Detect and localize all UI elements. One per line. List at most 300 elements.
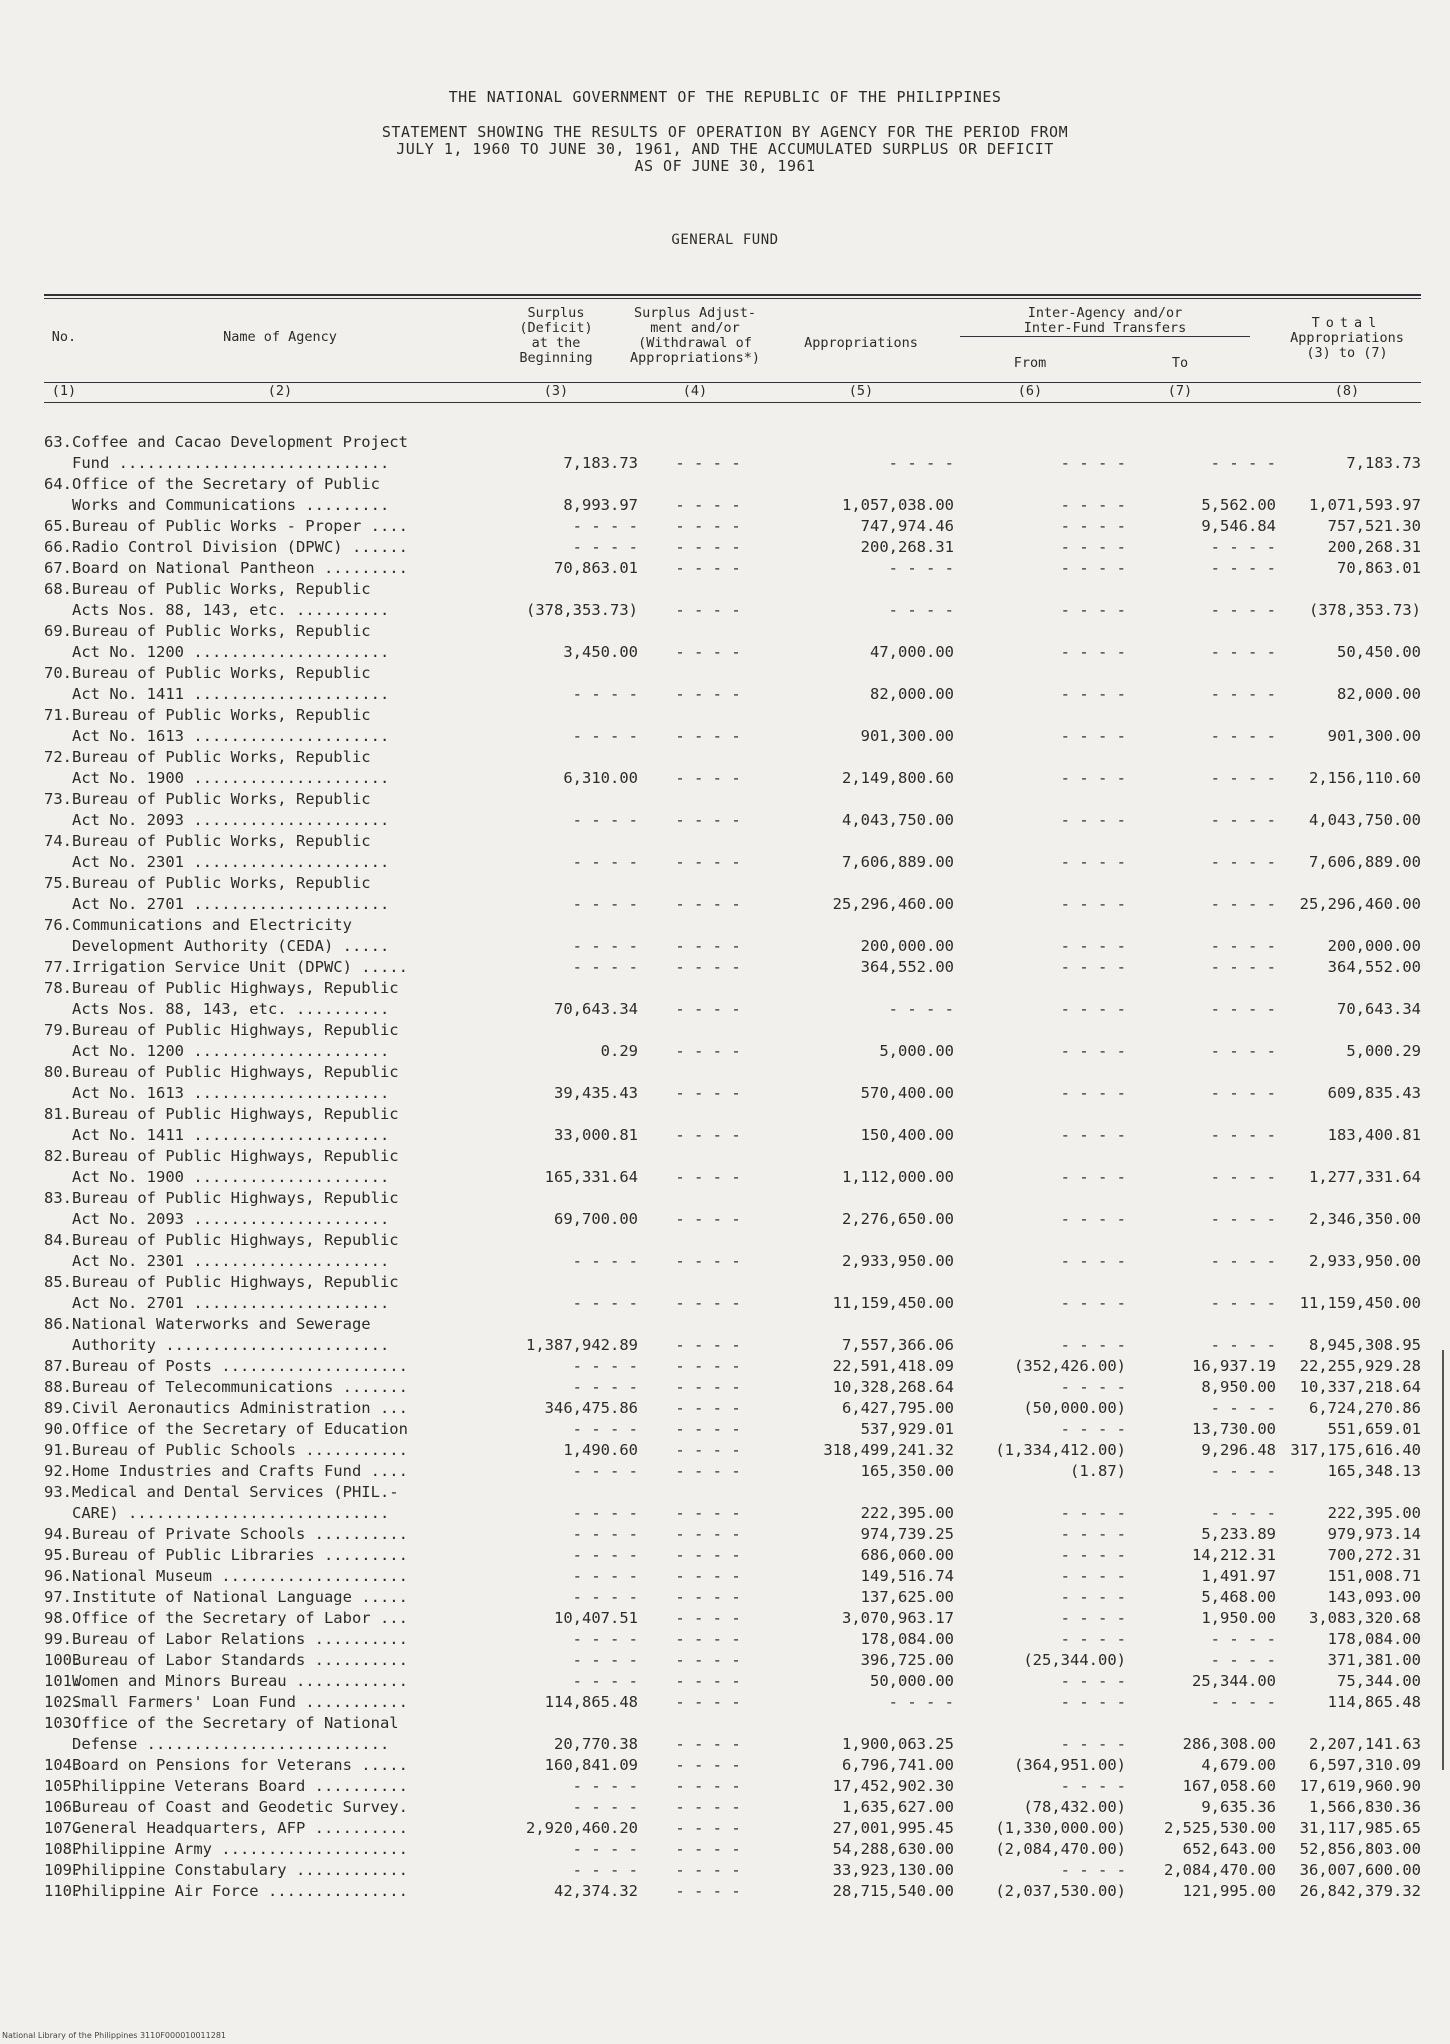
- value-c4: [638, 577, 778, 598]
- table-row: [44, 1228, 1421, 1249]
- value-c5: [778, 619, 954, 640]
- value-c5: 1,900,063.25: [842, 1735, 954, 1753]
- value-c6: - - - -: [1060, 937, 1126, 955]
- value-c5: [778, 472, 954, 493]
- agency-name: Act No. 2093 .....................: [72, 811, 390, 829]
- value-c6: - - - -: [1060, 1294, 1126, 1312]
- agency-name: Board on National Pantheon .........: [72, 559, 408, 577]
- value-c4: - - - -: [675, 1441, 741, 1459]
- agency-name: Bureau of Public Works, Republic: [72, 790, 371, 808]
- value-c4: - - - -: [675, 1210, 741, 1228]
- header-interagency-l2: Inter-Fund Transfers: [1023, 320, 1187, 336]
- agency-name: Act No. 1613 .....................: [72, 1084, 390, 1102]
- agency-name: Medical and Dental Services (PHIL.-: [72, 1483, 399, 1501]
- header-surplus-l2: (Deficit): [519, 320, 593, 336]
- value-c7: - - - -: [1210, 1504, 1276, 1522]
- value-c7: - - - -: [1210, 1210, 1276, 1228]
- value-c8: [1276, 1228, 1421, 1249]
- agency-number: [44, 493, 72, 514]
- header-total: [1272, 316, 1422, 361]
- value-c8: 2,346,350.00: [1309, 1210, 1421, 1228]
- value-c7: - - - -: [1210, 1693, 1276, 1711]
- value-c5: 200,268.31: [860, 538, 954, 556]
- value-c4: - - - -: [675, 1756, 741, 1774]
- value-c3: - - - -: [572, 1357, 638, 1375]
- agency-number: 103.: [44, 1714, 82, 1732]
- value-c4: [638, 430, 778, 451]
- value-c7: [1126, 619, 1276, 640]
- agency-name: National Waterworks and Sewerage: [72, 1315, 371, 1333]
- agency-name: Philippine Constabulary ............: [72, 1861, 408, 1879]
- value-c7: 9,296.48: [1201, 1441, 1276, 1459]
- value-c3: - - - -: [572, 811, 638, 829]
- colnum-6: (6): [1017, 383, 1043, 399]
- value-c4: - - - -: [675, 1567, 741, 1585]
- header-adjustment: [620, 306, 770, 366]
- agency-name: Office of the Secretary of Education: [72, 1420, 408, 1438]
- value-c4: - - - -: [675, 1819, 741, 1837]
- agency-number: 70.: [44, 664, 72, 682]
- table-row: [44, 808, 1421, 829]
- value-c3: - - - -: [572, 937, 638, 955]
- agency-number: [44, 850, 72, 871]
- value-c4: - - - -: [675, 1420, 741, 1438]
- value-c7: [1126, 430, 1276, 451]
- value-c6: (364,951.00): [1014, 1756, 1126, 1774]
- agency-name: Office of the Secretary of Public: [72, 475, 380, 493]
- agency-name: Act No. 1411 .....................: [72, 1126, 390, 1144]
- agency-number: [44, 1732, 72, 1753]
- value-c3: [498, 1711, 638, 1732]
- value-c7: [1126, 1228, 1276, 1249]
- value-c4: - - - -: [675, 1609, 741, 1627]
- header-surplus: [496, 306, 616, 366]
- value-c7: - - - -: [1210, 538, 1276, 556]
- value-c5: 5,000.00: [879, 1042, 954, 1060]
- table-row: [44, 1585, 1421, 1606]
- value-c5: [778, 829, 954, 850]
- agency-number: 98.: [44, 1609, 72, 1627]
- table-row: [44, 640, 1421, 661]
- value-c7: [1126, 1102, 1276, 1123]
- table-row: [44, 1753, 1421, 1774]
- value-c8: [1276, 1312, 1421, 1333]
- value-c8: (378,353.73): [1309, 601, 1421, 619]
- value-c6: (50,000.00): [1023, 1399, 1126, 1417]
- value-c7: 16,937.19: [1192, 1357, 1276, 1375]
- value-c4: [638, 1228, 778, 1249]
- table-row: [44, 1669, 1421, 1690]
- table-row: [44, 1522, 1421, 1543]
- header-adj-l1: Surplus Adjust-: [634, 305, 756, 321]
- agency-table: [44, 430, 1421, 1900]
- agency-number: [44, 934, 72, 955]
- value-c4: [638, 1312, 778, 1333]
- value-c8: 25,296,460.00: [1299, 895, 1421, 913]
- value-c5: [778, 913, 954, 934]
- value-c6: - - - -: [1060, 643, 1126, 661]
- header-no: No.: [51, 329, 77, 345]
- agency-name: Irrigation Service Unit (DPWC) .....: [72, 958, 408, 976]
- value-c4: - - - -: [675, 1672, 741, 1690]
- value-c3: 114,865.48: [544, 1693, 638, 1711]
- value-c6: (1,330,000.00): [995, 1819, 1126, 1837]
- agency-name: Coffee and Cacao Development Project: [72, 433, 408, 451]
- agency-number: 93.: [44, 1483, 72, 1501]
- value-c8: 1,071,593.97: [1309, 496, 1421, 514]
- agency-name: Bureau of Public Highways, Republic: [72, 1189, 399, 1207]
- value-c4: - - - -: [675, 1777, 741, 1795]
- value-c7: - - - -: [1210, 1252, 1276, 1270]
- value-c5: 7,557,366.06: [842, 1336, 954, 1354]
- value-c8: 7,606,889.00: [1309, 853, 1421, 871]
- colnum-7: (7): [1167, 383, 1193, 399]
- value-c6: [954, 1711, 1126, 1732]
- value-c3: - - - -: [572, 517, 638, 535]
- value-c5: 4,043,750.00: [842, 811, 954, 829]
- agency-number: [44, 1291, 72, 1312]
- value-c6: - - - -: [1060, 895, 1126, 913]
- value-c4: - - - -: [675, 1525, 741, 1543]
- value-c6: [954, 1228, 1126, 1249]
- value-c3: 20,770.38: [554, 1735, 638, 1753]
- agency-name: CARE) ............................: [72, 1504, 390, 1522]
- value-c4: - - - -: [675, 1252, 741, 1270]
- value-c7: - - - -: [1210, 1084, 1276, 1102]
- value-c5: [778, 1312, 954, 1333]
- value-c3: 1,490.60: [563, 1441, 638, 1459]
- value-c6: - - - -: [1060, 1693, 1126, 1711]
- value-c7: - - - -: [1210, 601, 1276, 619]
- value-c4: [638, 1018, 778, 1039]
- colnum-1: (1): [51, 383, 77, 399]
- value-c4: [638, 913, 778, 934]
- value-c7: 1,950.00: [1201, 1609, 1276, 1627]
- header-to: To: [1171, 355, 1189, 371]
- value-c3: - - - -: [572, 853, 638, 871]
- agency-number: [44, 766, 72, 787]
- value-c6: - - - -: [1060, 1735, 1126, 1753]
- agency-name: Institute of National Language .....: [72, 1588, 408, 1606]
- value-c4: - - - -: [675, 538, 741, 556]
- agency-name: Bureau of Labor Standards ..........: [72, 1651, 408, 1669]
- value-c8: 151,008.71: [1327, 1567, 1421, 1585]
- value-c6: - - - -: [1060, 1630, 1126, 1648]
- value-c6: - - - -: [1060, 1336, 1126, 1354]
- value-c6: - - - -: [1060, 1567, 1126, 1585]
- agency-name: Bureau of Public Highways, Republic: [72, 1063, 399, 1081]
- value-c8: 36,007,600.00: [1299, 1861, 1421, 1879]
- value-c8: [1276, 430, 1421, 451]
- agency-number: [44, 1123, 72, 1144]
- table-row: [44, 787, 1421, 808]
- value-c4: - - - -: [675, 601, 741, 619]
- value-c7: 4,679.00: [1201, 1756, 1276, 1774]
- header-total-l1: Total: [1311, 315, 1383, 331]
- table-row: [44, 1732, 1421, 1753]
- agency-name: Acts Nos. 88, 143, etc. ..........: [72, 601, 390, 619]
- value-c8: 200,000.00: [1327, 937, 1421, 955]
- value-c3: [498, 430, 638, 451]
- value-c3: [498, 1480, 638, 1501]
- value-c6: - - - -: [1060, 1000, 1126, 1018]
- agency-number: 64.: [44, 475, 72, 493]
- value-c7: [1126, 1270, 1276, 1291]
- value-c5: 396,725.00: [860, 1651, 954, 1669]
- agency-number: [44, 682, 72, 703]
- agency-number: 83.: [44, 1189, 72, 1207]
- value-c5: 150,400.00: [860, 1126, 954, 1144]
- value-c3: [498, 871, 638, 892]
- agency-name: Bureau of Public Works, Republic: [72, 874, 371, 892]
- value-c4: - - - -: [675, 1000, 741, 1018]
- value-c7: [1126, 1312, 1276, 1333]
- value-c5: 6,796,741.00: [842, 1756, 954, 1774]
- value-c8: 371,381.00: [1327, 1651, 1421, 1669]
- value-c8: 6,724,270.86: [1309, 1399, 1421, 1417]
- table-row: [44, 955, 1421, 976]
- table-row: [44, 598, 1421, 619]
- table-row: [44, 1186, 1421, 1207]
- value-c7: - - - -: [1210, 1042, 1276, 1060]
- table-row: [44, 1627, 1421, 1648]
- value-c5: 200,000.00: [860, 937, 954, 955]
- value-c6: [954, 1312, 1126, 1333]
- value-c3: 0.29: [600, 1042, 638, 1060]
- agency-number: 92.: [44, 1462, 72, 1480]
- value-c8: 609,835.43: [1327, 1084, 1421, 1102]
- value-c5: 901,300.00: [860, 727, 954, 745]
- value-c5: - - - -: [888, 454, 954, 472]
- agency-name: Bureau of Posts ....................: [72, 1357, 408, 1375]
- value-c7: 121,995.00: [1182, 1882, 1276, 1900]
- value-c3: 2,920,460.20: [526, 1819, 638, 1837]
- agency-name: Philippine Army ....................: [72, 1840, 408, 1858]
- agency-name: Act No. 2301 .....................: [72, 1252, 390, 1270]
- value-c7: [1126, 703, 1276, 724]
- table-row: [44, 829, 1421, 850]
- value-c5: 149,516.74: [860, 1567, 954, 1585]
- table-row: [44, 1417, 1421, 1438]
- value-c3: [498, 1186, 638, 1207]
- value-c8: 901,300.00: [1327, 727, 1421, 745]
- table-row: [44, 451, 1421, 472]
- value-c7: [1126, 787, 1276, 808]
- agency-number: 82.: [44, 1147, 72, 1165]
- value-c3: 346,475.86: [544, 1399, 638, 1417]
- table-row: [44, 1858, 1421, 1879]
- agency-number: 109.: [44, 1861, 82, 1879]
- value-c8: 143,093.00: [1327, 1588, 1421, 1606]
- agency-name: Civil Aeronautics Administration ...: [72, 1399, 408, 1417]
- agency-number: 108.: [44, 1840, 82, 1858]
- value-c4: - - - -: [675, 769, 741, 787]
- value-c7: - - - -: [1210, 1630, 1276, 1648]
- agency-number: 63.: [44, 433, 72, 451]
- agency-number: [44, 892, 72, 913]
- agency-number: 100.: [44, 1651, 82, 1669]
- value-c6: [954, 430, 1126, 451]
- value-c3: - - - -: [572, 538, 638, 556]
- header-name: Name of Agency: [223, 329, 337, 345]
- value-c7: 13,730.00: [1192, 1420, 1276, 1438]
- value-c6: (25,344.00): [1023, 1651, 1126, 1669]
- agency-name: Development Authority (CEDA) .....: [72, 937, 390, 955]
- value-c6: - - - -: [1060, 769, 1126, 787]
- value-c7: - - - -: [1210, 1336, 1276, 1354]
- table-row: [44, 1144, 1421, 1165]
- value-c7: 25,344.00: [1192, 1672, 1276, 1690]
- value-c8: 50,450.00: [1337, 643, 1421, 661]
- agency-number: 77.: [44, 958, 72, 976]
- table-row: [44, 703, 1421, 724]
- agency-number: 76.: [44, 916, 72, 934]
- value-c4: - - - -: [675, 1840, 741, 1858]
- value-c8: 1,566,830.36: [1309, 1798, 1421, 1816]
- value-c4: - - - -: [675, 1399, 741, 1417]
- value-c4: - - - -: [675, 1042, 741, 1060]
- value-c6: [954, 1144, 1126, 1165]
- header-appropriations: Appropriations: [804, 335, 918, 351]
- value-c8: 75,344.00: [1337, 1672, 1421, 1690]
- table-row: [44, 1480, 1421, 1501]
- value-c4: - - - -: [675, 1084, 741, 1102]
- value-c8: 178,084.00: [1327, 1630, 1421, 1648]
- value-c4: - - - -: [675, 1126, 741, 1144]
- table-row: [44, 1501, 1421, 1522]
- value-c5: 1,112,000.00: [842, 1168, 954, 1186]
- value-c5: 6,427,795.00: [842, 1399, 954, 1417]
- value-c4: - - - -: [675, 1378, 741, 1396]
- value-c8: 114,865.48: [1327, 1693, 1421, 1711]
- agency-name: Act No. 1613 .....................: [72, 727, 390, 745]
- agency-number: 102.: [44, 1693, 82, 1711]
- agency-name: Bureau of Public Highways, Republic: [72, 1021, 399, 1039]
- value-c8: 183,400.81: [1327, 1126, 1421, 1144]
- value-c3: [498, 787, 638, 808]
- table-row: [44, 850, 1421, 871]
- value-c7: 5,233.89: [1201, 1525, 1276, 1543]
- colnum-2: (2): [267, 383, 293, 399]
- value-c3: 8,993.97: [563, 496, 638, 514]
- value-c8: 7,183.73: [1346, 454, 1421, 472]
- value-c5: 974,739.25: [860, 1525, 954, 1543]
- table-row: [44, 1291, 1421, 1312]
- table-row: [44, 1249, 1421, 1270]
- table-row: [44, 1648, 1421, 1669]
- header-interagency-l1: Inter-Agency and/or: [1027, 305, 1183, 321]
- table-row: [44, 724, 1421, 745]
- value-c6: - - - -: [1060, 1504, 1126, 1522]
- agency-number: 88.: [44, 1378, 72, 1396]
- value-c5: 50,000.00: [870, 1672, 954, 1690]
- value-c4: - - - -: [675, 1462, 741, 1480]
- agency-name: Bureau of Public Works, Republic: [72, 580, 371, 598]
- agency-name: Act No. 2701 .....................: [72, 1294, 390, 1312]
- agency-number: 85.: [44, 1273, 72, 1291]
- title-line-2b: JULY 1, 1960 TO JUNE 30, 1961, AND THE ACCUMULATED SURPLUS OR DEFICIT: [396, 140, 1054, 158]
- agency-number: [44, 598, 72, 619]
- value-c3: - - - -: [572, 685, 638, 703]
- agency-name: Bureau of Public Highways, Republic: [72, 1105, 399, 1123]
- value-c6: - - - -: [1060, 559, 1126, 577]
- value-c6: - - - -: [1060, 601, 1126, 619]
- agency-number: 69.: [44, 622, 72, 640]
- table-row: [44, 1081, 1421, 1102]
- table-row: [44, 1711, 1421, 1732]
- agency-name: Act No. 1900 .....................: [72, 769, 390, 787]
- value-c3: - - - -: [572, 895, 638, 913]
- value-c6: [954, 703, 1126, 724]
- value-c4: [638, 661, 778, 682]
- value-c3: - - - -: [572, 1252, 638, 1270]
- value-c8: [1276, 1186, 1421, 1207]
- value-c6: (352,426.00): [1014, 1357, 1126, 1375]
- header-total-l2: Appropriations: [1290, 330, 1404, 346]
- agency-number: 81.: [44, 1105, 72, 1123]
- agency-name: Office of the Secretary of National: [72, 1714, 399, 1732]
- value-c6: [954, 871, 1126, 892]
- value-c7: - - - -: [1210, 559, 1276, 577]
- value-c7: [1126, 1144, 1276, 1165]
- value-c6: - - - -: [1060, 1420, 1126, 1438]
- agency-name: Bureau of Public Highways, Republic: [72, 1231, 399, 1249]
- value-c3: [498, 472, 638, 493]
- agency-number: 75.: [44, 874, 72, 892]
- agency-number: 95.: [44, 1546, 72, 1564]
- right-edge-mark: [1442, 1350, 1444, 1770]
- value-c6: - - - -: [1060, 727, 1126, 745]
- footer-archive-stamp: National Library of the Philippines 3110F000010011281: [2, 2031, 227, 2040]
- value-c7: 14,212.31: [1192, 1546, 1276, 1564]
- agency-name: Act No. 1411 .....................: [72, 685, 390, 703]
- value-c7: - - - -: [1210, 1000, 1276, 1018]
- value-c4: - - - -: [675, 1588, 741, 1606]
- value-c6: - - - -: [1060, 1378, 1126, 1396]
- table-row: [44, 1438, 1421, 1459]
- value-c3: - - - -: [572, 1567, 638, 1585]
- column-number-rule: [44, 402, 1421, 403]
- table-row: [44, 1018, 1421, 1039]
- table-row: [44, 934, 1421, 955]
- value-c4: - - - -: [675, 1630, 741, 1648]
- value-c6: [954, 1060, 1126, 1081]
- value-c5: 537,929.01: [860, 1420, 954, 1438]
- value-c6: - - - -: [1060, 958, 1126, 976]
- value-c8: 70,643.34: [1337, 1000, 1421, 1018]
- value-c7: [1126, 1186, 1276, 1207]
- table-row: [44, 745, 1421, 766]
- table-row: [44, 1102, 1421, 1123]
- value-c4: [638, 745, 778, 766]
- table-row: [44, 1606, 1421, 1627]
- value-c4: - - - -: [675, 643, 741, 661]
- agency-name: Home Industries and Crafts Fund ....: [72, 1462, 408, 1480]
- value-c5: 2,276,650.00: [842, 1210, 954, 1228]
- agency-number: 71.: [44, 706, 72, 724]
- value-c8: [1276, 1018, 1421, 1039]
- value-c7: [1126, 871, 1276, 892]
- value-c5: [778, 871, 954, 892]
- agency-name: Act No. 1200 .....................: [72, 1042, 390, 1060]
- value-c8: 26,842,379.32: [1299, 1882, 1421, 1900]
- table-row: [44, 1039, 1421, 1060]
- value-c5: 54,288,630.00: [832, 1840, 954, 1858]
- value-c4: - - - -: [675, 1357, 741, 1375]
- value-c6: - - - -: [1060, 1252, 1126, 1270]
- value-c6: [954, 619, 1126, 640]
- value-c6: [954, 1018, 1126, 1039]
